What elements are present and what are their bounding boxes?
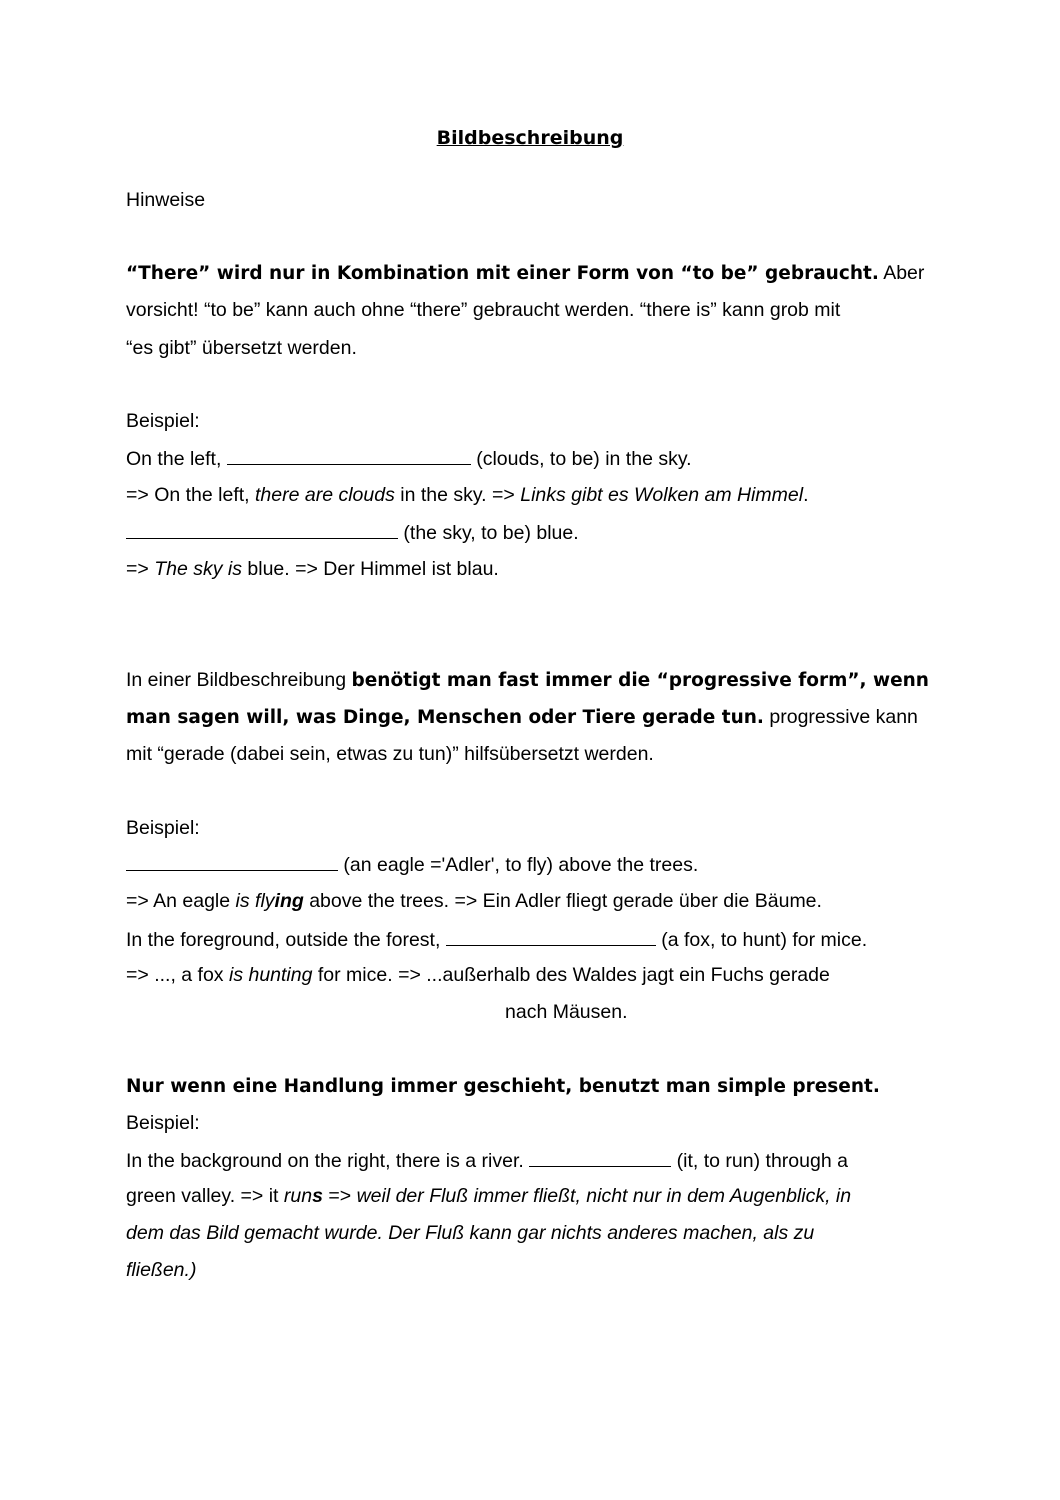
- paragraph-progressive-line-2: [126, 705, 918, 730]
- text: for mice. => ...außerhalb des Waldes jagt ein Fuchs gerade: [312, 964, 830, 986]
- text: green valley. => it: [126, 1185, 284, 1207]
- paragraph-progressive-line-3: mit “gerade (dabei sein, etwas zu tun)” hilfsübersetzt werden.: [126, 743, 654, 765]
- text: blue. => Der Himmel ist blau.: [241, 558, 499, 580]
- example-3-answer-1: [126, 1184, 851, 1208]
- example-1-answer-1: [126, 483, 808, 507]
- example-2-answer-2: [126, 963, 830, 987]
- text: In the background on the right, there is a river.: [126, 1150, 524, 1172]
- example-2-sentence-1: [126, 852, 698, 877]
- example-2-label: Beispiel:: [126, 817, 200, 839]
- paragraph-there-line-3: “es gibt” übersetzt werden.: [126, 337, 357, 359]
- example-1-label: Beispiel:: [126, 410, 200, 432]
- example-1-sentence-1: [126, 446, 692, 471]
- example-2-sentence-2: [126, 927, 867, 952]
- example-1-hint: (clouds, to be) in the sky.: [476, 448, 692, 470]
- example-2-answer-1: [126, 889, 822, 913]
- text: => On the left,: [126, 484, 255, 506]
- paragraph-progressive-line-1: [126, 668, 929, 693]
- fill-in-blank[interactable]: [529, 1148, 671, 1167]
- text: In einer Bildbeschreibung: [126, 669, 352, 691]
- fill-in-blank[interactable]: [126, 520, 398, 539]
- bold-text: man sagen will, was Dinge, Menschen oder Tiere gerade tun.: [126, 707, 764, 728]
- hint-heading: Hinweise: [126, 189, 206, 211]
- bold-text: Nur wenn eine Handlung immer geschieht, benutzt man simple present.: [126, 1076, 880, 1097]
- bold-italic-text: ing: [274, 890, 304, 912]
- text: in the sky. =>: [394, 484, 521, 506]
- example-1-hint: (the sky, to be) blue.: [403, 522, 579, 544]
- italic-text: The sky is: [154, 558, 242, 580]
- italic-text: run: [283, 1185, 313, 1207]
- text: In the foreground, outside the forest,: [126, 929, 441, 951]
- example-3-sentence: [126, 1148, 848, 1173]
- italic-text: is fly: [235, 890, 275, 912]
- fill-in-blank[interactable]: [227, 446, 471, 465]
- italic-text: Links gibt es Wolken am Himmel: [520, 484, 804, 506]
- paragraph-there-line-2: vorsicht! “to be” kann auch ohne “there” gebraucht werden. “there is” kann grob mit: [126, 299, 841, 321]
- example-1-text: On the left,: [126, 448, 222, 470]
- example-3-label: Beispiel:: [126, 1112, 200, 1134]
- italic-text: is hunting: [228, 964, 313, 986]
- bold-text: benötigt man fast immer die “progressive form”, wenn: [351, 670, 929, 691]
- text: above the trees. => Ein Adler fliegt gerade über die Bäume.: [303, 890, 822, 912]
- example-2-answer-2-cont: nach Mäusen.: [505, 1001, 628, 1023]
- page-title: Bildbeschreibung: [436, 127, 624, 149]
- example-3-answer-2: dem das Bild gemacht wurde. Der Fluß kann gar nichts anderes machen, als zu: [126, 1222, 815, 1244]
- fill-in-blank[interactable]: [446, 927, 656, 946]
- text: =>: [322, 1185, 357, 1207]
- simple-present-heading: [126, 1074, 880, 1099]
- paragraph-there-rest: Aber: [878, 262, 925, 284]
- example-2-hint: (a fox, to hunt) for mice.: [661, 929, 868, 951]
- example-1-sentence-2: [126, 520, 579, 545]
- example-3-hint: (it, to run) through a: [676, 1150, 848, 1172]
- example-2-hint: (an eagle ='Adler', to fly) above the trees.: [343, 854, 699, 876]
- italic-text: there are clouds: [255, 484, 395, 506]
- example-1-answer-2: [126, 557, 499, 581]
- text: => ..., a fox: [126, 964, 229, 986]
- italic-text: weil der Fluß immer fließt, nicht nur in dem Augenblick, in: [356, 1185, 852, 1207]
- text: progressive kann: [763, 706, 918, 728]
- text: .: [803, 484, 809, 506]
- fill-in-blank[interactable]: [126, 852, 338, 871]
- text: =>: [126, 558, 155, 580]
- paragraph-there-line-1: [126, 261, 924, 286]
- text: => An eagle: [126, 890, 236, 912]
- bold-italic-text: s: [312, 1185, 323, 1207]
- paragraph-there-bold: “There” wird nur in Kombination mit einer Form von “to be” gebraucht.: [126, 263, 879, 284]
- example-3-answer-3: fließen.): [126, 1259, 197, 1281]
